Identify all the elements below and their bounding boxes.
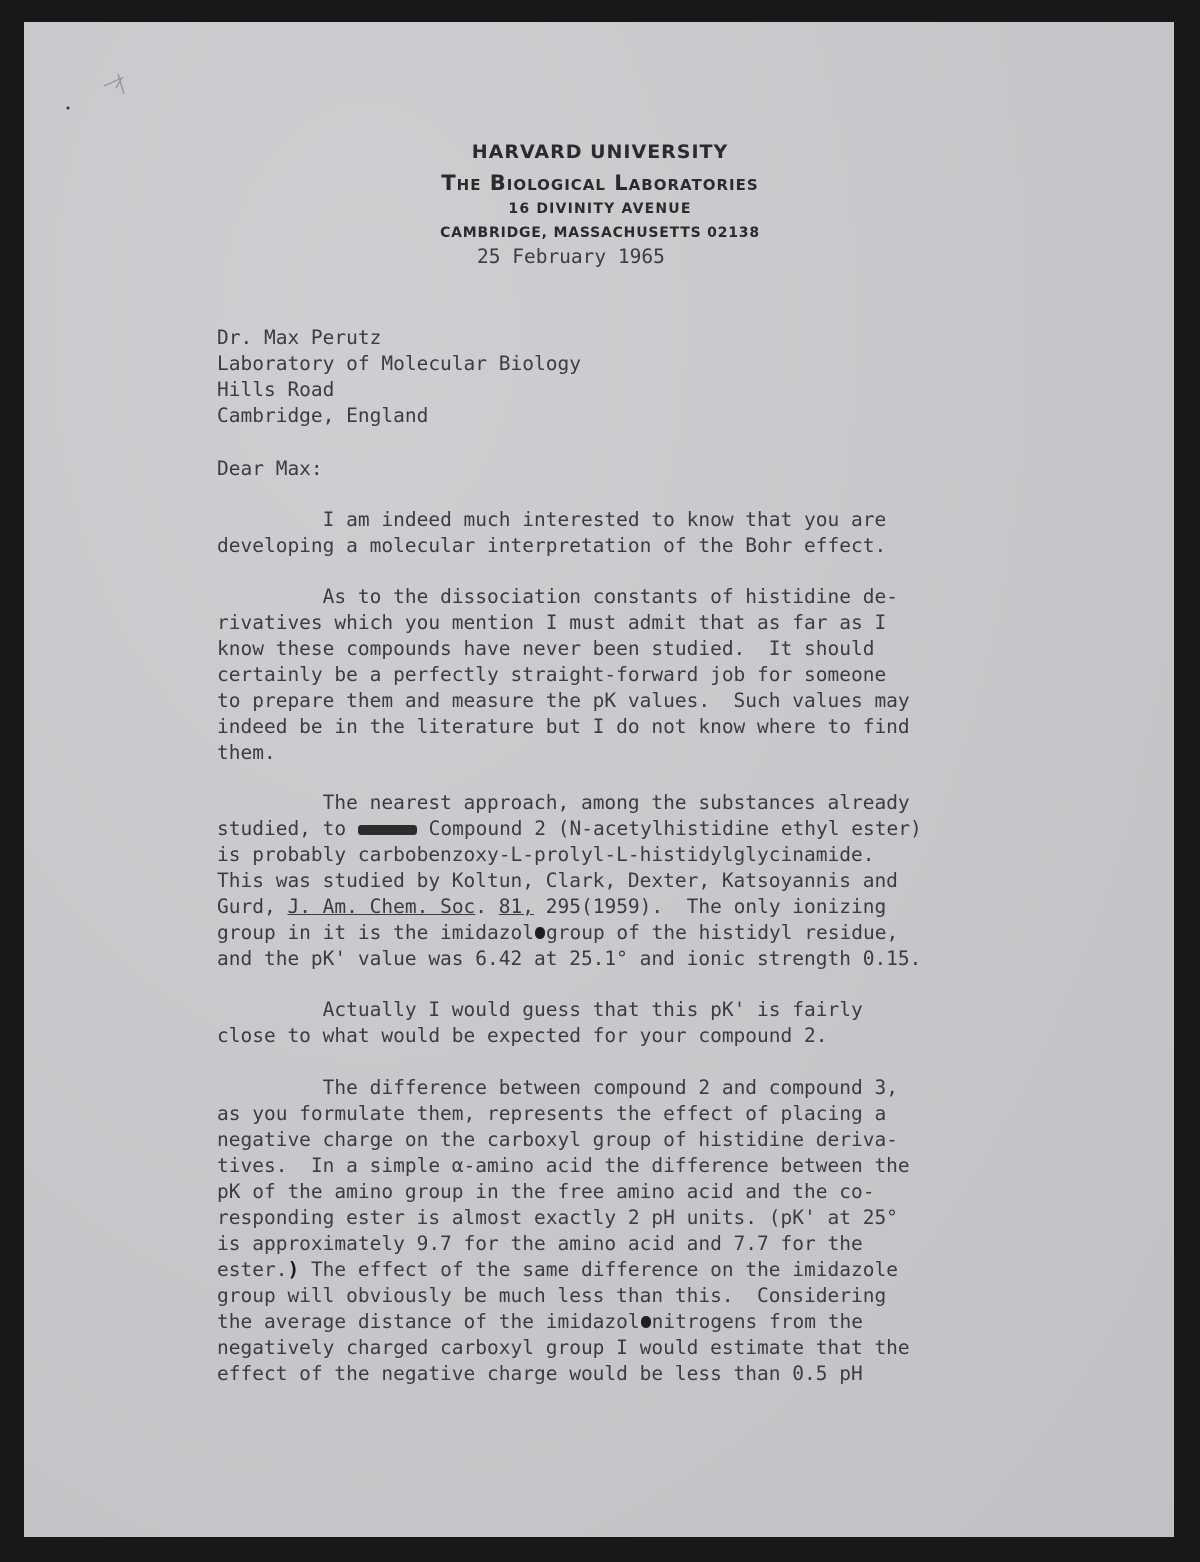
text-line: tives. In a simple α-amino acid the difference between the [217, 1154, 910, 1177]
letterhead-city: CAMBRIDGE, MASSACHUSETTS 02138 [440, 225, 760, 241]
text-line: group in it is the imidazol group of the histidyl residue, [217, 921, 899, 944]
salutation: Dear Max: [217, 457, 323, 480]
recipient-city: Cambridge, England [217, 404, 429, 427]
text-line: and the pK' value was 6.42 at 25.1° and ionic strength 0.15. [217, 947, 922, 970]
recipient-address [217, 325, 581, 429]
text-line: rivatives which you mention I must admit that as far as I [217, 611, 887, 634]
text-line: pK of the amino group in the free amino acid and the co- [217, 1180, 875, 1203]
letter-date: 25 February 1965 [477, 245, 665, 268]
text-line: ester.) The effect of the same difference on the imidazole [217, 1258, 898, 1281]
text-line: know these compounds have never been studied. It should [217, 637, 875, 660]
text-line: studied, to Compound 2 (N-acetylhistidine ethyl ester) [217, 817, 922, 840]
recipient-organization: Laboratory of Molecular Biology [217, 352, 581, 375]
ink-correction-mark [535, 927, 545, 939]
text-line: The difference between compound 2 and compound 3, [322, 1076, 898, 1099]
corner-smudge-mark [64, 68, 144, 116]
struck-out-word [358, 825, 417, 835]
paragraph-2 [217, 584, 910, 766]
text-line: is probably carbobenzoxy-L-prolyl-L-histidylglycinamide. [217, 843, 875, 866]
recipient-name: Dr. Max Perutz [217, 326, 382, 349]
text-line: This was studied by Koltun, Clark, Dexter, Katsoyannis and [217, 869, 898, 892]
text-line: is approximately 9.7 for the amino acid and 7.7 for the [217, 1232, 863, 1255]
text-line: to prepare them and measure the pK values. Such values may [217, 689, 910, 712]
text-line: them. [217, 741, 276, 764]
paragraph-1 [217, 507, 886, 559]
text-line: certainly be a perfectly straight-forward job for someone [217, 663, 887, 686]
text-line: The nearest approach, among the substances already [322, 791, 910, 814]
text-line: as you formulate them, represents the effect of placing a [217, 1102, 887, 1125]
text-line: responding ester is almost exactly 2 pH units. (pK' at 25° [217, 1206, 898, 1229]
text-line: developing a molecular interpretation of the Bohr effect. [217, 534, 887, 557]
text-line: negative charge on the carboxyl group of histidine deriva- [217, 1128, 898, 1151]
text-line: Gurd, J. Am. Chem. Soc. 81, 295(1959). The only ionizing [217, 895, 887, 918]
ink-correction-mark [641, 1316, 651, 1328]
text-line: close to what would be expected for your compound 2. [217, 1024, 828, 1047]
handwritten-parenthesis: ) [287, 1258, 300, 1281]
paragraph-5 [217, 1075, 910, 1387]
text-line: I am indeed much interested to know that you are [322, 508, 887, 531]
text-line: group will obviously be much less than this. Considering [217, 1284, 887, 1307]
text-line: effect of the negative charge would be less than 0.5 pH [217, 1362, 863, 1385]
paragraph-3 [217, 790, 922, 972]
paragraph-4 [217, 997, 863, 1049]
letterhead-street: 16 DIVINITY AVENUE [508, 201, 692, 217]
text-line: the average distance of the imidazol nitrogens from the [217, 1310, 863, 1333]
journal-volume: 81, [498, 895, 535, 918]
journal-citation: J. Am. Chem. Soc [287, 895, 476, 918]
text-line: indeed be in the literature but I do not know where to find [217, 715, 910, 738]
recipient-street: Hills Road [217, 378, 335, 401]
text-line: negatively charged carboxyl group I would estimate that the [217, 1336, 910, 1359]
letterhead-department: The Biological Laboratories [441, 171, 759, 195]
text-line: Actually I would guess that this pK' is fairly [322, 998, 863, 1021]
letterhead-institution: HARVARD UNIVERSITY [471, 141, 729, 163]
text-line: As to the dissociation constants of histidine de- [322, 585, 898, 608]
